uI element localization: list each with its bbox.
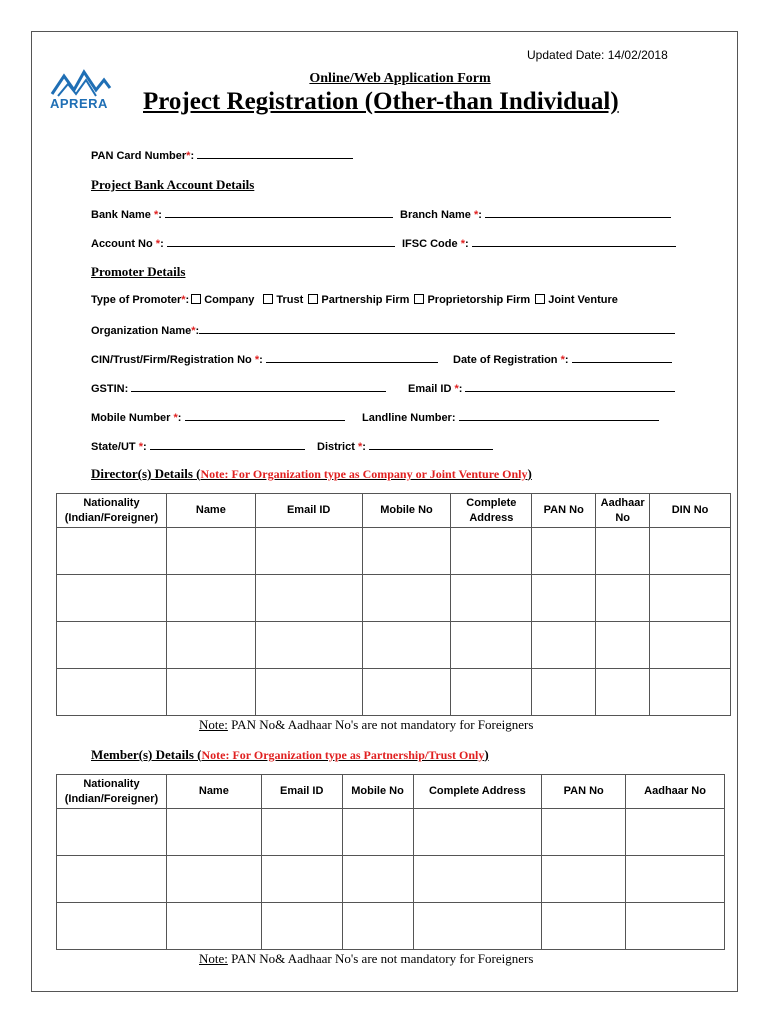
header-aadhaar-no: Aadhaar No [626, 775, 725, 809]
section-directors: Director(s) Details (Note: For Organization type as Company or Joint Venture Only) [91, 466, 532, 481]
section-bank-account: Project Bank Account Details [91, 177, 255, 192]
section-members: Member(s) Details (Note: For Organization type as Partnership/Trust Only) [91, 747, 489, 762]
organization-name-field: Organization Name*: [91, 323, 675, 337]
checkbox-trust[interactable] [263, 294, 273, 304]
cin-field: CIN/Trust/Firm/Registration No *: [91, 352, 438, 366]
pan-card-input[interactable] [197, 148, 353, 159]
section-promoter: Promoter Details [91, 264, 186, 279]
table-row [57, 856, 725, 903]
header-name: Name [166, 775, 261, 809]
table-row [57, 622, 731, 669]
landline-number-input[interactable] [459, 410, 659, 421]
form-subtitle: Online/Web Application Form [309, 71, 491, 86]
members-table-note: Note: PAN No& Aadhaar No's are not mandatory for Foreigners [199, 951, 534, 966]
cin-input[interactable] [266, 352, 438, 363]
bank-name-input[interactable] [165, 207, 393, 218]
branch-name-input[interactable] [485, 207, 671, 218]
date-of-registration-input[interactable] [572, 352, 672, 363]
logo-text: APRERA [50, 96, 108, 111]
ifsc-code-input[interactable] [472, 236, 676, 247]
table-row [57, 669, 731, 716]
header-complete-address: Complete Address [451, 494, 532, 528]
table-row [57, 528, 731, 575]
header-aadhaar-no: Aadhaar No [596, 494, 650, 528]
email-id-field: Email ID *: [408, 381, 675, 395]
members-table [56, 774, 725, 950]
bank-name-field: Bank Name *: [91, 207, 393, 221]
table-row [57, 903, 725, 950]
header-nationality: Nationality (Indian/Foreigner) [57, 494, 167, 528]
email-id-input[interactable] [465, 381, 675, 392]
ifsc-code-field: IFSC Code *: [402, 236, 676, 250]
header-email-id: Email ID [261, 775, 342, 809]
date-of-registration-field: Date of Registration *: [453, 352, 672, 366]
header-nationality: Nationality (Indian/Foreigner) [57, 775, 167, 809]
district-input[interactable] [369, 439, 493, 450]
checkbox-joint-venture[interactable] [535, 294, 545, 304]
header-mobile-no: Mobile No [362, 494, 451, 528]
gstin-input[interactable] [131, 381, 386, 392]
account-no-input[interactable] [167, 236, 395, 247]
checkbox-company[interactable] [191, 294, 201, 304]
header-name: Name [166, 494, 255, 528]
district-field: District *: [317, 439, 493, 453]
directors-table-note: Note: PAN No& Aadhaar No's are not mandatory for Foreigners [199, 717, 534, 732]
landline-number-field: Landline Number: [362, 410, 659, 424]
header-email-id: Email ID [255, 494, 362, 528]
checkbox-proprietorship-firm[interactable] [414, 294, 424, 304]
header-pan-no: PAN No [542, 775, 626, 809]
mobile-number-input[interactable] [185, 410, 345, 421]
state-ut-field: State/UT *: [91, 439, 305, 453]
mobile-number-field: Mobile Number *: [91, 410, 345, 424]
table-row [57, 809, 725, 856]
table-row [57, 575, 731, 622]
checkbox-partnership-firm[interactable] [308, 294, 318, 304]
members-header-row [57, 775, 725, 809]
header-pan-no: PAN No [532, 494, 596, 528]
header-mobile-no: Mobile No [342, 775, 413, 809]
updated-date: Updated Date: 14/02/2018 [527, 48, 668, 62]
header-complete-address: Complete Address [413, 775, 542, 809]
promoter-type-field: Type of Promoter*: Company Trust Partnership Firm Proprietorship Firm Joint Venture [91, 294, 618, 306]
organization-name-input[interactable] [199, 323, 675, 334]
gstin-field: GSTIN: [91, 381, 386, 395]
state-ut-input[interactable] [150, 439, 305, 450]
directors-note: Note: For Organization type as Company or Joint Venture Only [200, 467, 528, 481]
branch-name-field: Branch Name *: [400, 207, 671, 221]
header-din-no: DIN No [650, 494, 731, 528]
members-note: Note: For Organization type as Partnership/Trust Only [201, 748, 485, 762]
directors-header-row [57, 494, 731, 528]
pan-card-field: PAN Card Number*: [91, 148, 353, 162]
account-no-field: Account No *: [91, 236, 395, 250]
page-title: Project Registration (Other-than Individual) [143, 88, 619, 115]
directors-table [56, 493, 731, 716]
